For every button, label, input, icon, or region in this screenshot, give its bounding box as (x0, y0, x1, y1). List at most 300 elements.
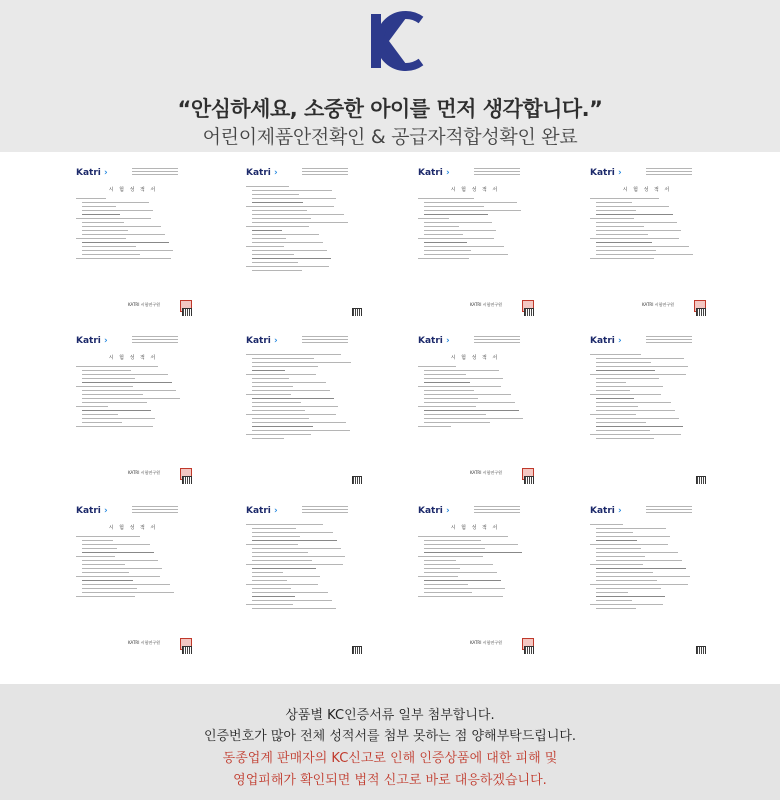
chevron-right-icon: › (274, 168, 278, 178)
report-meta-line (474, 168, 520, 169)
report-meta-line (474, 174, 520, 175)
report-meta-line (474, 336, 520, 337)
chevron-right-icon: › (104, 506, 108, 516)
report-text-line (252, 560, 312, 561)
report-text-line (252, 262, 298, 263)
report-text-line (596, 596, 665, 597)
katri-brand: Katri (590, 168, 619, 178)
report-text-line (252, 218, 311, 219)
report-text-line (246, 226, 309, 227)
report-text-line (82, 544, 150, 545)
report-text-line (246, 354, 341, 355)
test-report-thumbnail (240, 324, 366, 484)
lab-name: KATRI 시험연구원 (128, 640, 160, 645)
report-text-line (596, 214, 673, 215)
report-text-line (252, 588, 291, 589)
katri-logo (246, 168, 278, 178)
report-text-line (82, 250, 173, 251)
report-text-line (246, 186, 289, 187)
report-text-line (252, 430, 350, 431)
report-text-line (596, 552, 678, 553)
report-text-line (252, 600, 332, 601)
katri-logo (76, 506, 108, 516)
report-meta-line (302, 339, 348, 340)
katri-brand: Katri (590, 506, 619, 516)
report-text-line (252, 242, 323, 243)
report-text-line (424, 584, 468, 585)
test-report-thumbnail (584, 156, 710, 316)
report-text-line (252, 210, 307, 211)
report-text-line (76, 556, 115, 557)
report-text-line (246, 564, 343, 565)
report-text-line (252, 596, 295, 597)
report-text-line (252, 202, 303, 203)
report-meta-line (302, 168, 348, 169)
report-meta-line (302, 506, 348, 507)
report-text-line (596, 358, 684, 359)
report-text-line (418, 596, 503, 597)
report-text-line (596, 362, 651, 363)
report-text-line (76, 238, 126, 239)
qr-code-icon (182, 646, 192, 654)
report-text-line (596, 246, 689, 247)
report-text-line (424, 250, 471, 251)
report-text-line (252, 426, 313, 427)
report-text-line (424, 568, 460, 569)
report-text-line (252, 556, 345, 557)
katri-brand: Katri (76, 506, 105, 516)
report-text-line (590, 564, 643, 565)
report-text-line (82, 206, 116, 207)
kc-certification-logo (367, 10, 425, 72)
report-text-line (418, 258, 469, 259)
report-text-line (424, 414, 486, 415)
report-meta-line (302, 342, 348, 343)
report-meta-line (646, 342, 692, 343)
report-text-line (596, 386, 663, 387)
report-text-line (82, 222, 124, 223)
report-meta-line (132, 336, 178, 337)
report-text-line (82, 234, 165, 235)
report-text-line (596, 572, 653, 573)
report-text-line (76, 536, 140, 537)
report-text-line (596, 222, 677, 223)
katri-brand: Katri (76, 336, 105, 346)
report-text-line (252, 238, 286, 239)
lab-name: KATRI 시험연구원 (642, 302, 674, 307)
report-meta-line (646, 168, 692, 169)
report-text-line (82, 564, 125, 565)
report-text-line (252, 382, 326, 383)
report-meta-line (132, 168, 178, 169)
report-text-line (418, 576, 458, 577)
report-text-line (424, 234, 463, 235)
report-text-line (424, 230, 496, 231)
warning-line-2: 영업피해가 확인되면 법적 신고로 바로 대응하겠습니다. (233, 773, 547, 788)
test-report-thumbnail (584, 494, 710, 654)
report-text-line (252, 552, 308, 553)
qr-code-icon (352, 476, 362, 484)
report-text-line (596, 410, 675, 411)
report-text-line (596, 418, 679, 419)
report-text-line (82, 560, 158, 561)
qr-code-icon (524, 646, 534, 654)
report-text-line (82, 394, 143, 395)
report-text-line (252, 532, 333, 533)
katri-logo (418, 336, 450, 346)
chevron-right-icon: › (104, 168, 108, 178)
chevron-right-icon: › (446, 168, 450, 178)
report-text-line (590, 434, 681, 435)
report-title: 시 험 성 적 서 (450, 355, 500, 361)
report-text-line (76, 218, 151, 219)
report-text-line (596, 254, 693, 255)
report-text-line (82, 382, 172, 383)
report-text-line (252, 270, 302, 271)
report-text-line (424, 410, 519, 411)
warning-line-1: 동종업계 판매자의 KC신고로 인해 인증상품에 대한 피해 및 (222, 751, 558, 766)
report-text-line (424, 394, 511, 395)
report-text-line (424, 370, 499, 371)
report-text-line (82, 580, 133, 581)
test-report-thumbnail (412, 156, 538, 316)
report-text-line (82, 226, 161, 227)
report-text-line (596, 366, 688, 367)
report-text-line (252, 362, 351, 363)
report-meta-line (646, 339, 692, 340)
lab-name: KATRI 시험연구원 (470, 640, 502, 645)
report-text-line (596, 234, 648, 235)
report-text-line (424, 418, 523, 419)
test-report-thumbnail (240, 494, 366, 654)
report-text-line (252, 198, 336, 199)
report-meta-line (132, 339, 178, 340)
report-text-line (252, 214, 344, 215)
report-meta-line (132, 506, 178, 507)
report-title: 시 험 성 적 서 (450, 187, 500, 193)
report-text-line (596, 422, 646, 423)
report-text-line (252, 548, 341, 549)
report-meta-line (646, 336, 692, 337)
report-text-line (252, 398, 334, 399)
report-text-line (424, 382, 470, 383)
report-title: 시 험 성 적 서 (622, 187, 672, 193)
report-text-line (82, 592, 174, 593)
report-text-line (82, 584, 170, 585)
report-title: 시 험 성 적 서 (450, 525, 500, 531)
report-text-line (252, 190, 332, 191)
report-text-line (82, 418, 155, 419)
katri-brand: Katri (418, 506, 447, 516)
report-text-line (590, 374, 686, 375)
test-report-thumbnail (412, 494, 538, 654)
report-text-line (596, 592, 628, 593)
report-meta-line (474, 171, 520, 172)
report-text-line (246, 604, 293, 605)
report-meta-line (302, 174, 348, 175)
report-text-line (252, 254, 294, 255)
report-text-line (82, 242, 169, 243)
report-text-line (596, 438, 654, 439)
chevron-right-icon: › (618, 336, 622, 346)
report-text-line (590, 524, 623, 525)
report-text-line (252, 366, 318, 367)
report-text-line (252, 222, 348, 223)
report-text-line (596, 556, 645, 557)
subline: 어린이제품안전확인 & 공급자적합성확인 완료 (202, 126, 578, 148)
report-title: 시 험 성 적 서 (108, 187, 158, 193)
report-text-line (76, 258, 171, 259)
report-text-line (82, 410, 151, 411)
lab-name: KATRI 시험연구원 (128, 470, 160, 475)
report-text-line (596, 226, 644, 227)
chevron-right-icon: › (618, 506, 622, 516)
notice-line-2: 인증번호가 많아 전체 성적서를 첨부 못하는 점 양해부탁드립니다. (203, 729, 577, 744)
katri-logo (590, 168, 622, 178)
report-text-line (590, 198, 659, 199)
report-text-line (596, 382, 626, 383)
report-text-line (596, 536, 670, 537)
report-text-line (252, 258, 331, 259)
report-text-line (252, 386, 293, 387)
report-text-line (424, 592, 472, 593)
report-text-line (82, 370, 131, 371)
report-text-line (76, 406, 108, 407)
report-text-line (424, 588, 505, 589)
report-text-line (82, 214, 120, 215)
report-text-line (590, 604, 663, 605)
report-text-line (596, 378, 659, 379)
report-text-line (82, 588, 137, 589)
report-text-line (82, 230, 128, 231)
report-text-line (424, 564, 493, 565)
katri-brand: Katri (418, 168, 447, 178)
chevron-right-icon: › (274, 506, 278, 516)
report-text-line (424, 548, 485, 549)
report-text-line (590, 218, 634, 219)
report-text-line (596, 430, 650, 431)
report-text-line (424, 572, 497, 573)
report-text-line (424, 378, 503, 379)
report-text-line (596, 548, 641, 549)
report-meta-line (302, 509, 348, 510)
lab-name: KATRI 시험연구원 (470, 470, 502, 475)
qr-code-icon (696, 308, 706, 316)
report-text-line (596, 426, 683, 427)
report-text-line (76, 386, 133, 387)
report-text-line (246, 246, 284, 247)
katri-brand: Katri (590, 336, 619, 346)
certificate-grid (0, 152, 780, 684)
report-text-line (596, 532, 633, 533)
report-text-line (246, 394, 291, 395)
report-text-line (82, 202, 149, 203)
report-meta-line (646, 512, 692, 513)
report-text-line (252, 230, 282, 231)
report-text-line (246, 266, 329, 267)
report-text-line (596, 406, 638, 407)
report-title: 시 험 성 적 서 (108, 355, 158, 361)
report-text-line (252, 234, 319, 235)
katri-brand: Katri (418, 336, 447, 346)
report-text-line (252, 568, 316, 569)
report-meta-line (474, 509, 520, 510)
katri-logo (76, 336, 108, 346)
katri-logo (590, 506, 622, 516)
chevron-right-icon: › (618, 168, 622, 178)
test-report-thumbnail (70, 156, 196, 316)
report-text-line (252, 406, 338, 407)
report-text-line (82, 552, 154, 553)
report-text-line (82, 548, 117, 549)
report-text-line (252, 572, 283, 573)
report-text-line (424, 422, 490, 423)
report-text-line (424, 552, 522, 553)
report-text-line (596, 528, 666, 529)
katri-logo (246, 336, 278, 346)
report-meta-line (474, 342, 520, 343)
report-meta-line (302, 512, 348, 513)
test-report-thumbnail (412, 324, 538, 484)
report-text-line (252, 592, 328, 593)
report-text-line (596, 390, 630, 391)
report-text-line (596, 202, 632, 203)
report-text-line (252, 390, 330, 391)
report-text-line (424, 398, 478, 399)
report-text-line (596, 398, 634, 399)
report-text-line (424, 222, 492, 223)
chevron-right-icon: › (446, 506, 450, 516)
report-text-line (424, 560, 456, 561)
report-meta-line (132, 171, 178, 172)
report-text-line (596, 206, 669, 207)
report-text-line (424, 374, 466, 375)
report-text-line (252, 576, 320, 577)
report-text-line (596, 540, 637, 541)
katri-brand: Katri (246, 168, 275, 178)
lab-name: KATRI 시험연구원 (470, 302, 502, 307)
qr-code-icon (524, 476, 534, 484)
report-text-line (596, 588, 661, 589)
report-text-line (76, 366, 158, 367)
report-text-line (82, 568, 162, 569)
katri-logo (418, 168, 450, 178)
qr-code-icon (352, 646, 362, 654)
report-meta-line (646, 509, 692, 510)
report-text-line (596, 210, 636, 211)
report-text-line (590, 394, 661, 395)
report-text-line (596, 580, 657, 581)
report-text-line (596, 560, 682, 561)
report-text-line (252, 536, 300, 537)
report-text-line (590, 258, 654, 259)
report-text-line (82, 390, 176, 391)
report-meta-line (474, 512, 520, 513)
report-text-line (596, 402, 671, 403)
report-text-line (252, 378, 289, 379)
report-text-line (252, 358, 314, 359)
report-text-line (82, 374, 168, 375)
report-text-line (424, 246, 504, 247)
notice-line-1: 상품별 KC인증서류 일부 첨부합니다. (285, 708, 495, 723)
report-text-line (424, 580, 501, 581)
report-text-line (424, 242, 467, 243)
report-text-line (596, 242, 652, 243)
qr-code-icon (182, 476, 192, 484)
report-text-line (252, 402, 301, 403)
report-text-line (246, 206, 334, 207)
report-text-line (252, 528, 296, 529)
report-text-line (82, 254, 140, 255)
report-text-line (246, 434, 311, 435)
report-text-line (76, 426, 153, 427)
report-text-line (596, 370, 655, 371)
report-text-line (590, 544, 668, 545)
report-meta-line (646, 171, 692, 172)
report-text-line (418, 238, 494, 239)
report-text-line (596, 576, 690, 577)
report-text-line (424, 202, 517, 203)
report-meta-line (132, 512, 178, 513)
report-text-line (424, 390, 474, 391)
qr-code-icon (696, 646, 706, 654)
footer-notice (0, 684, 780, 800)
qr-code-icon (696, 476, 706, 484)
report-text-line (418, 198, 474, 199)
katri-logo (246, 506, 278, 516)
qr-code-icon (524, 308, 534, 316)
report-text-line (82, 378, 135, 379)
report-text-line (252, 418, 309, 419)
report-text-line (424, 254, 508, 255)
report-text-line (590, 238, 679, 239)
report-text-line (82, 414, 118, 415)
report-text-line (596, 568, 686, 569)
report-text-line (82, 572, 129, 573)
report-text-line (252, 422, 346, 423)
report-text-line (596, 230, 681, 231)
katri-logo (418, 506, 450, 516)
report-title: 시 험 성 적 서 (108, 525, 158, 531)
report-text-line (252, 540, 337, 541)
test-report-thumbnail (240, 156, 366, 316)
report-text-line (418, 386, 501, 387)
report-text-line (424, 544, 518, 545)
report-meta-line (302, 336, 348, 337)
report-text-line (590, 414, 636, 415)
report-meta-line (474, 506, 520, 507)
report-text-line (418, 406, 476, 407)
report-text-line (590, 584, 688, 585)
report-text-line (76, 198, 106, 199)
report-text-line (76, 596, 135, 597)
report-text-line (82, 246, 136, 247)
qr-code-icon (352, 308, 362, 316)
katri-logo (76, 168, 108, 178)
report-text-line (424, 226, 459, 227)
qr-code-icon (182, 308, 192, 316)
headline: “안심하세요, 소중한 아이를 먼저 생각합니다.” (177, 97, 603, 121)
katri-brand: Katri (246, 336, 275, 346)
report-meta-line (302, 171, 348, 172)
report-text-line (424, 206, 484, 207)
report-text-line (246, 524, 323, 525)
report-text-line (82, 540, 113, 541)
report-text-line (424, 210, 521, 211)
report-text-line (246, 414, 336, 415)
report-text-line (596, 608, 636, 609)
report-meta-line (132, 174, 178, 175)
